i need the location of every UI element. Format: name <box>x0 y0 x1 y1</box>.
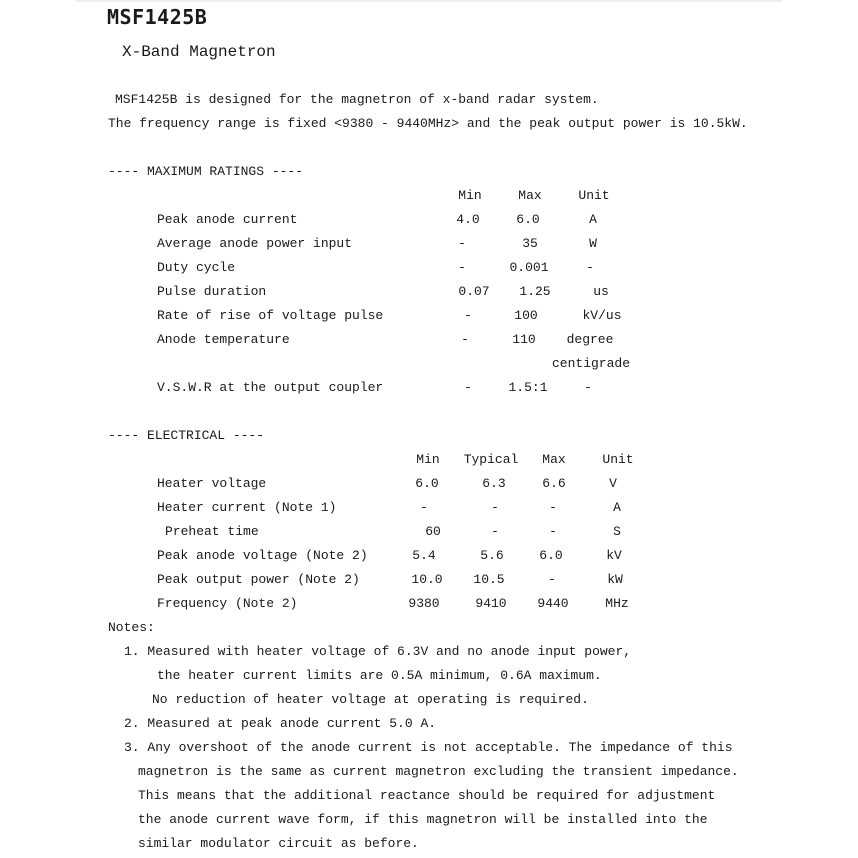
max-col-max-header: Max <box>518 188 542 203</box>
max-row-unit: W <box>589 236 597 251</box>
max-col-unit-header: Unit <box>578 188 610 203</box>
note-1-line-3: No reduction of heater voltage at operating is required. <box>152 692 589 707</box>
page-subtitle: X-Band Magnetron <box>122 43 276 61</box>
elec-col-unit-header: Unit <box>602 452 634 467</box>
note-1-line-1: 1. Measured with heater voltage of 6.3V and no anode input power, <box>124 644 632 659</box>
elec-row-unit: V <box>609 476 617 491</box>
top-divider <box>76 0 782 2</box>
elec-row-typical: - <box>491 500 499 515</box>
max-row-max: 1.25 <box>519 284 551 299</box>
elec-row-min: 10.0 <box>411 572 443 587</box>
max-row-max: 6.0 <box>516 212 540 227</box>
elec-row-typical: 6.3 <box>482 476 506 491</box>
elec-row-min: - <box>420 500 428 515</box>
max-row-param: Duty cycle <box>157 260 236 275</box>
note-2-line-1: 2. Measured at peak anode current 5.0 A. <box>124 716 437 731</box>
elec-row-unit: MHz <box>605 596 629 611</box>
elec-row-max: - <box>549 500 557 515</box>
elec-row-max: - <box>548 572 556 587</box>
max-row-param: Peak anode current <box>157 212 298 227</box>
elec-row-typical: 10.5 <box>473 572 505 587</box>
max-row-param: Average anode power input <box>157 236 353 251</box>
elec-col-typical-header: Typical <box>463 452 519 467</box>
elec-row-typical: 9410 <box>475 596 507 611</box>
elec-row-typical: - <box>491 524 499 539</box>
intro-line-1: MSF1425B is designed for the magnetron of x-band radar system. <box>115 92 599 107</box>
max-row-min: - <box>458 260 466 275</box>
elec-row-unit: kW <box>607 572 623 587</box>
note-3-line-2: magnetron is the same as current magnetron excluding the transient impedance. <box>138 764 739 779</box>
elec-row-max: 9440 <box>537 596 569 611</box>
max-row-unit-continued: centigrade <box>551 356 631 371</box>
max-row-max: 0.001 <box>509 260 549 275</box>
max-row-max: 35 <box>522 236 538 251</box>
elec-row-max: 6.0 <box>539 548 563 563</box>
elec-row-param: Heater voltage <box>157 476 267 491</box>
elec-row-typical: 5.6 <box>480 548 504 563</box>
page-title: MSF1425B <box>107 5 208 29</box>
note-3-line-4: the anode current wave form, if this magnetron will be installed into the <box>138 812 708 827</box>
max-row-unit: A <box>589 212 597 227</box>
max-col-min-header: Min <box>458 188 482 203</box>
max-row-unit: kV/us <box>582 308 622 323</box>
max-row-param: V.S.W.R at the output coupler <box>157 380 384 395</box>
elec-row-max: 6.6 <box>542 476 566 491</box>
elec-row-min: 9380 <box>408 596 440 611</box>
max-row-unit: - <box>586 260 594 275</box>
max-row-unit: degree <box>566 332 614 347</box>
max-row-min: - <box>464 380 472 395</box>
max-row-unit: - <box>584 380 592 395</box>
intro-line-2: The frequency range is fixed <9380 - 9440MHz> and the peak output power is 10.5kW. <box>108 116 748 131</box>
note-3-line-3: This means that the additional reactance should be required for adjustment <box>138 788 716 803</box>
max-row-min: 0.07 <box>458 284 490 299</box>
note-1-line-2: the heater current limits are 0.5A minimum, 0.6A maximum. <box>157 668 602 683</box>
elec-row-param: Frequency (Note 2) <box>157 596 298 611</box>
elec-row-param: Preheat time <box>165 524 259 539</box>
max-row-unit: us <box>593 284 609 299</box>
elec-row-param: Heater current (Note 1) <box>157 500 337 515</box>
elec-row-param: Peak anode voltage (Note 2) <box>157 548 368 563</box>
note-3-line-5: similar modulator circuit as before. <box>138 836 419 851</box>
max-row-min: - <box>464 308 472 323</box>
max-row-min: - <box>461 332 469 347</box>
max-row-max: 110 <box>512 332 536 347</box>
max-row-min: - <box>458 236 466 251</box>
note-3-line-1: 3. Any overshoot of the anode current is not acceptable. The impedance of this <box>124 740 733 755</box>
elec-row-param: Peak output power (Note 2) <box>157 572 360 587</box>
elec-row-unit: S <box>613 524 621 539</box>
max-row-param: Rate of rise of voltage pulse <box>157 308 384 323</box>
electrical-heading: ---- ELECTRICAL ---- <box>108 428 265 443</box>
elec-row-unit: A <box>613 500 621 515</box>
max-row-param: Anode temperature <box>157 332 290 347</box>
notes-heading: Notes: <box>108 620 155 635</box>
max-row-max: 100 <box>514 308 538 323</box>
elec-row-unit: kV <box>606 548 622 563</box>
max-row-max: 1.5:1 <box>508 380 548 395</box>
elec-col-min-header: Min <box>416 452 440 467</box>
elec-row-max: - <box>549 524 557 539</box>
elec-col-max-header: Max <box>542 452 566 467</box>
max-row-min: 4.0 <box>456 212 480 227</box>
max-ratings-heading: ---- MAXIMUM RATINGS ---- <box>108 164 304 179</box>
elec-row-min: 5.4 <box>412 548 436 563</box>
max-row-param: Pulse duration <box>157 284 267 299</box>
elec-row-min: 6.0 <box>415 476 439 491</box>
elec-row-min: 60 <box>425 524 441 539</box>
